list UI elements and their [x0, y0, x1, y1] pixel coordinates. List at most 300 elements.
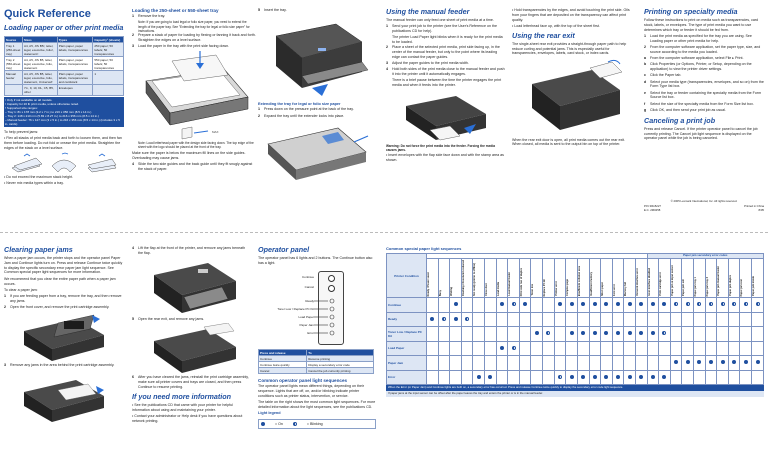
table-row — [387, 370, 764, 385]
column-header — [694, 259, 706, 298]
light-cell — [728, 370, 740, 385]
light-cell — [461, 356, 473, 371]
manual-feeder-heading: Using the manual feeder — [386, 7, 470, 16]
operator-panel-column — [258, 246, 376, 429]
load-tray-illustration — [132, 51, 256, 141]
table-row — [5, 71, 124, 85]
light-cell — [496, 341, 508, 356]
light-cell — [566, 370, 578, 385]
light-cell — [496, 356, 508, 371]
light-cell — [543, 341, 555, 356]
jam-step-5 — [132, 317, 250, 322]
cancel-button[interactable] — [328, 285, 335, 292]
light-cell — [566, 356, 578, 371]
light-on-icon — [709, 360, 713, 364]
light-cell — [531, 370, 543, 385]
light-cell — [682, 312, 694, 327]
column-header-text: Not ready (printer is offline) — [473, 263, 477, 296]
light-on-icon — [500, 302, 504, 306]
column-header — [670, 259, 682, 298]
light-cell — [577, 341, 589, 356]
ec-row — [644, 209, 764, 213]
column-header — [461, 259, 473, 298]
column-header — [705, 259, 717, 298]
light-cell — [461, 341, 473, 356]
rear-exit-note: When the rear exit door is open, all print media comes out the rear exit. When closed, all media is sent to the output bin on top of the printer. — [512, 137, 626, 147]
light-cell — [740, 356, 752, 371]
light-cell — [659, 327, 671, 342]
step-text: Click OK, and then send your print job as usual. — [650, 107, 726, 112]
light-cell — [427, 327, 439, 342]
column-header — [740, 259, 752, 298]
light-cell — [647, 312, 659, 327]
light-on-icon — [523, 302, 527, 306]
error-label: Error — [307, 331, 314, 335]
light-cell — [624, 312, 636, 327]
specialty-step-3 — [644, 56, 764, 61]
light-blinking-icon — [674, 302, 678, 306]
light-cell — [519, 298, 531, 313]
light-cell — [635, 298, 647, 313]
table-cell: Tray 2 (550-sheet tray) — [5, 57, 23, 71]
light-cell — [589, 370, 601, 385]
light-cell — [752, 298, 764, 313]
open-cover-illustration — [4, 311, 126, 363]
light-blinking-icon — [744, 302, 748, 306]
page-title: Quick Reference — [4, 8, 91, 20]
light-on-icon — [651, 331, 655, 335]
jam-step-2 — [4, 305, 126, 310]
table-cell: Cancel — [259, 368, 307, 374]
jam-clear-intro: To clear a paper jam: — [4, 287, 38, 292]
column-header-text: Replace PC kit — [543, 278, 547, 296]
light-cell — [705, 356, 717, 371]
column-header — [612, 259, 624, 298]
fold-line — [0, 232, 768, 233]
light-sequences-text: The operator panel lights mean different things, depending on their sequence. Lights that are off, on, and/or blinking indicate printer conditions such as printer status, intervention, or service. — [258, 384, 365, 399]
step-number: 2 — [258, 113, 260, 118]
light-cell — [577, 298, 589, 313]
light-cell — [624, 327, 636, 342]
jam-intro: When a paper jam occurs, the printer stops and the operator panel Paper Jam and Continue lights turn on. Press and release Continue twice quickly to display the specific secondary error paper jam light sequence. See Common special paper light sequences for more information. — [4, 255, 123, 275]
light-cell — [589, 327, 601, 342]
table-cell: 7¾, 9, 10, DL, C5, B5, other — [23, 85, 58, 95]
light-cell — [612, 327, 624, 342]
table-cell: A4, A5, JIS B5, letter, legal, executive, folio, statement — [23, 57, 58, 71]
light-on-icon — [593, 302, 597, 306]
column-header — [496, 259, 508, 298]
light-cell — [635, 312, 647, 327]
extend-step-1 — [258, 107, 374, 112]
light-cell — [461, 298, 473, 313]
specialty-step-5 — [644, 73, 764, 78]
light-on-icon — [570, 375, 574, 379]
light-on-icon — [593, 331, 597, 335]
light-cell — [554, 341, 566, 356]
light-blinking-icon — [686, 302, 690, 306]
light-cell — [508, 341, 520, 356]
rear-exit-illustration — [512, 58, 632, 138]
tips-intro: To help prevent jams: — [4, 129, 39, 134]
step-number: e — [644, 90, 646, 95]
light-cell — [728, 327, 740, 342]
footnote: ³ Supported size ranges: — [5, 105, 38, 110]
step-number: 3 — [386, 60, 388, 65]
step-text: Click Properties (or Options, Printer, or Setup, depending on the application) to view the printer driver settings. — [650, 62, 752, 72]
light-cell — [752, 327, 764, 342]
light-cell — [612, 356, 624, 371]
ec-number: E.C. 2M0258 — [644, 207, 661, 212]
light-cell — [473, 327, 485, 342]
light-on-icon — [639, 375, 643, 379]
feeder-step-1 — [386, 24, 506, 34]
footnote: – Manual feeder: 76 x 127 mm (3 x 5 in.) to 216 x 356 mm (8.5 x 14 in.) (includes 3 x 5 in. cards) — [5, 117, 120, 126]
light-on-icon — [651, 302, 655, 306]
row-header: Continue — [387, 298, 427, 313]
column-header — [508, 259, 520, 298]
specialty-media-column — [644, 8, 764, 143]
light-on-icon — [628, 375, 632, 379]
light-on-icon — [477, 375, 481, 379]
light-cell — [612, 312, 624, 327]
light-cell — [531, 356, 543, 371]
light-cell — [728, 341, 740, 356]
open-cover-drawing — [4, 311, 126, 363]
tray-paragraph: Make sure the paper is below the maximum fill lines on the side guides. Overloading may cause jams. — [132, 151, 246, 161]
light-cell — [624, 370, 636, 385]
light-cell — [577, 370, 589, 385]
column-header — [531, 259, 543, 298]
tray-extend-column — [258, 8, 374, 190]
light-cell — [577, 327, 589, 342]
light-cell — [566, 312, 578, 327]
step-number: 4 — [132, 246, 134, 250]
copyright-text: © 2005 Lexmark International, Inc. All rights reserved. — [670, 199, 738, 203]
light-cell — [473, 298, 485, 313]
light-on-icon — [639, 302, 643, 306]
table-header: Capacity¹ (sheets) — [93, 37, 124, 43]
step-text: Insert the tray. — [264, 8, 287, 12]
light-cell — [438, 341, 450, 356]
step-number: 1 — [386, 24, 388, 29]
legend-blink-text: = Blinking — [306, 421, 323, 426]
light-cell — [450, 327, 462, 342]
step-text: Expand the tray until the extender locks into place. — [264, 113, 345, 118]
warning-text: Warning: Do not force the print media into the feeder. Forcing the media causes jams. — [386, 143, 495, 153]
light-cell — [752, 370, 764, 385]
load-light-note: The printer Load Paper light blinks when it is ready for the print media to be loaded. — [392, 35, 503, 45]
light-cell — [554, 370, 566, 385]
step-number: b — [644, 62, 647, 67]
step-number: d — [644, 79, 647, 84]
table-footnotes — [4, 97, 124, 127]
light-cell — [682, 298, 694, 313]
light-on-icon — [639, 331, 643, 335]
light-cell — [508, 298, 520, 313]
light-cell — [473, 341, 485, 356]
lift-flap-drawing — [132, 257, 250, 317]
step-number: 5 — [258, 8, 260, 12]
light-on-icon — [628, 302, 632, 306]
light-cell — [647, 370, 659, 385]
table-cell: Continue twice quickly — [259, 362, 307, 368]
table-header: Types — [57, 37, 93, 43]
column-header-text: Paper jam tray 1 — [694, 276, 698, 296]
light-cell — [427, 356, 439, 371]
light-cell — [473, 356, 485, 371]
operator-panel-heading: Operator panel — [258, 245, 310, 254]
column-header-text: Memory full — [624, 281, 628, 296]
more-info-1: See the publications CD that came with your printer for helpful information about using and maintaining your printer. — [132, 402, 233, 412]
light-cell — [508, 370, 520, 385]
step-text: From the computer software application, set the paper type, size, and source according to the media you loaded. — [650, 44, 761, 54]
column-header — [438, 259, 450, 298]
step-text: Select your media type (transparencies, envelopes, and so on) from the Form Type list box. — [650, 79, 764, 89]
light-on-icon — [581, 331, 585, 335]
column-header-text: Short paper — [601, 281, 605, 296]
light-on-icon — [616, 302, 620, 306]
light-blinking-icon — [512, 346, 516, 350]
row-header: Error — [387, 370, 427, 385]
column-header — [682, 259, 694, 298]
step-number: 3 — [4, 363, 6, 368]
continue-button[interactable] — [328, 275, 335, 282]
light-cell — [682, 327, 694, 342]
tray-drawing — [132, 51, 256, 141]
column-header — [647, 259, 659, 298]
cancel-job-text: Press and release Cancel. If the printer operator panel to cancel the job currently printing. The Cancel job light sequence is displayed on the operator panel while the job is being canceled. — [644, 126, 758, 141]
light-cell — [577, 356, 589, 371]
light-cell — [554, 327, 566, 342]
light-cell — [659, 356, 671, 371]
light-on-icon — [570, 302, 574, 306]
light-cell — [612, 341, 624, 356]
light-sequence-table-heading: Common special paper light sequences — [386, 246, 462, 251]
light-cell — [589, 312, 601, 327]
remove-jam-drawing — [4, 370, 126, 422]
step-number: 5 — [132, 317, 134, 322]
step-number: 4 — [386, 67, 388, 72]
light-cell — [531, 341, 543, 356]
light-cell — [694, 370, 706, 385]
light-cell — [682, 370, 694, 385]
light-cell — [659, 298, 671, 313]
sequence-footnote-2: If paper jams at the input sensor can be offset after the paper leaves the tray and enters the printer or is in the manual feeder. — [386, 391, 764, 397]
light-cell — [427, 341, 439, 356]
table-header: Source — [5, 37, 23, 43]
light-on-icon — [674, 360, 678, 364]
light-on-icon — [732, 360, 736, 364]
table-row — [5, 43, 124, 57]
light-on-icon — [756, 360, 760, 364]
step-text: Place a sheet of the selected print media, print side facing up, in the center of the manual feeder, but only to the point where its leading edge can contact the paper guides. — [392, 44, 500, 59]
table-row — [387, 356, 764, 371]
secondary-codes-header: Paper jam secondary error codes — [647, 254, 763, 259]
light-cell — [543, 298, 555, 313]
column-header-text: Waiting — [450, 287, 454, 296]
press-release-table — [258, 349, 374, 374]
step-text: Load the paper in the tray with the print side facing down. — [138, 44, 230, 49]
light-cell — [601, 370, 613, 385]
light-blinking-icon — [662, 331, 666, 335]
step-number: f — [644, 101, 646, 106]
specialty-step-1 — [644, 34, 764, 44]
light-cell — [601, 341, 613, 356]
light-cell — [647, 327, 659, 342]
light-on-icon — [581, 375, 585, 379]
printer-insert-drawing — [258, 14, 374, 102]
light-cell — [485, 298, 497, 313]
light-cell — [728, 312, 740, 327]
light-cell — [519, 341, 531, 356]
light-cell — [670, 370, 682, 385]
specialty-step-4 — [644, 62, 764, 72]
light-cell — [438, 298, 450, 313]
light-cell — [450, 312, 462, 327]
paper-jam-label: Paper Jam — [299, 323, 314, 327]
row-header: Toner Low / Replace PC Kit — [387, 327, 427, 342]
loading-tray-column — [132, 8, 256, 173]
light-cell — [717, 298, 729, 313]
remove-jam-illustration — [4, 370, 126, 422]
light-cell — [601, 298, 613, 313]
extend-step-2 — [258, 114, 374, 119]
light-on-icon — [593, 375, 597, 379]
step-number: g — [644, 107, 647, 112]
clearing-jams-column — [4, 246, 126, 422]
light-cell — [705, 341, 717, 356]
tray-step-5 — [258, 8, 374, 13]
light-on-icon — [261, 422, 265, 426]
step-text: Lift the flap at the front of the printer, and remove any jams beneath the flap. — [138, 246, 246, 255]
table-row — [387, 341, 764, 356]
quick-reference-column — [4, 8, 126, 188]
light-cell — [566, 341, 578, 356]
light-cell — [682, 341, 694, 356]
light-cell — [647, 298, 659, 313]
light-cell — [624, 356, 636, 371]
light-cell — [752, 312, 764, 327]
light-cell — [694, 356, 706, 371]
light-on-icon — [454, 302, 458, 306]
table-cell: Continue — [259, 356, 307, 362]
specialty-step-2 — [644, 45, 764, 55]
light-cell — [694, 298, 706, 313]
step-text: Open the front cover, and remove the print cartridge assembly. — [10, 305, 110, 310]
table-row — [387, 312, 764, 327]
light-cell — [485, 312, 497, 327]
light-cell — [508, 327, 520, 342]
column-header-text: Font error — [612, 284, 616, 296]
column-header-text: Print cartridge error — [659, 272, 663, 296]
column-header — [601, 259, 613, 298]
transparency-bullet: Hold transparencies by the edges, and avoid touching the print side. Oils from your fingers that are deposited on the transparency can affect print quality. — [512, 8, 630, 22]
ready-label: Ready — [305, 299, 314, 303]
light-cell — [717, 312, 729, 327]
tip-text: Never mix media types within a tray. — [6, 181, 64, 186]
light-on-icon — [662, 302, 666, 306]
light-on-icon — [662, 375, 666, 379]
light-cell — [543, 312, 555, 327]
light-legend-heading: Light legend — [258, 411, 281, 416]
light-cell — [624, 298, 636, 313]
specialty-step-6 — [644, 80, 764, 90]
step-text: Open the rear exit, and remove any jams. — [138, 317, 205, 322]
light-cell — [659, 341, 671, 356]
step-number: a — [644, 56, 646, 60]
light-cell — [485, 341, 497, 356]
toner-low-label: Toner Low / Replace PC Kit — [277, 307, 314, 311]
column-header — [728, 259, 740, 298]
light-cell — [543, 370, 555, 385]
rear-exit-text: The single-sheet rear exit provides a straight-through paper path to help reduce curling and potential jams. This is especially useful for transparencies, envelopes, labels, card stock, or index cards. — [512, 41, 627, 56]
table-cell: Plain paper, paper labels, transparencies — [57, 43, 93, 57]
table-cell: Cancel the job currently printing — [307, 368, 374, 374]
light-cell — [601, 356, 613, 371]
step-number: 1 — [644, 33, 646, 38]
column-header-text: Paper jam tray 2 — [705, 276, 709, 296]
light-cell — [438, 327, 450, 342]
step-text: Send your print job to the printer (see the User's Reference on the publications CD for help). — [392, 24, 497, 33]
light-cell — [601, 312, 613, 327]
light-cell — [728, 356, 740, 371]
row-header: Load Paper — [387, 341, 427, 356]
feeder-step-3 — [386, 61, 506, 66]
feeder-intro: The manual feeder can only feed one sheet of print media at a time. — [386, 17, 494, 22]
light-cell — [566, 298, 578, 313]
light-cell — [659, 312, 671, 327]
light-cell — [461, 370, 473, 385]
table-header: To — [307, 350, 374, 356]
tip-text: Flex all stacks of print media back and forth to loosen them, and then fan them before loading. Do not fold or crease the print media. Straighten the edges of the stack on a level surface. — [4, 136, 122, 150]
light-on-icon — [651, 375, 655, 379]
table-cell: 1 — [93, 71, 124, 85]
column-header-text: Insufficient collation area — [577, 265, 581, 296]
jam-step-4 — [132, 246, 250, 256]
light-cell — [427, 312, 439, 327]
envelope-bullet: Insert envelopes with the flap side face down and with the stamp area as shown. — [386, 153, 504, 163]
footnote: ² Capacity for 20 lb print media, unless otherwise noted. — [5, 101, 80, 106]
table-cell: Display a secondary error code — [307, 362, 374, 368]
clearing-jams-heading: Clearing paper jams — [4, 245, 73, 254]
cancel-label: Cancel — [304, 285, 314, 289]
light-on-icon — [686, 360, 690, 364]
light-cell — [670, 327, 682, 342]
light-cell — [473, 312, 485, 327]
light-cell — [717, 356, 729, 371]
tray-step-2 — [132, 33, 256, 43]
step-text: Remove any jams in the area behind the print cartridge assembly. — [10, 363, 115, 368]
fanning-paper-drawing — [4, 152, 124, 174]
specialty-step-9 — [644, 108, 764, 113]
table-header: Press and release — [259, 350, 307, 356]
column-header-text: Toner low — [531, 284, 535, 296]
light-cell — [485, 327, 497, 342]
light-cell — [717, 327, 729, 342]
specialty-step-7 — [644, 91, 764, 101]
specialty-intro: Follow these instructions to print on media such as transparencies, card stock, labels, or envelopes. The type of print media you want to use determines which tray or feeder it should be fed from. — [644, 17, 759, 32]
step-number: 4 — [132, 162, 134, 167]
column-header-text: Insufficient memory — [589, 272, 593, 296]
light-cell — [740, 312, 752, 327]
light-cell — [694, 327, 706, 342]
feeder-pause-note: There is a brief pause between the time the printer engages the print media and when it feeds into the printer. — [392, 78, 502, 87]
column-header-text: Paper jam exit — [682, 279, 686, 296]
light-cell — [519, 370, 531, 385]
table-cell: Manual feeder — [5, 71, 23, 85]
light-cell — [589, 341, 601, 356]
light-cell — [635, 327, 647, 342]
